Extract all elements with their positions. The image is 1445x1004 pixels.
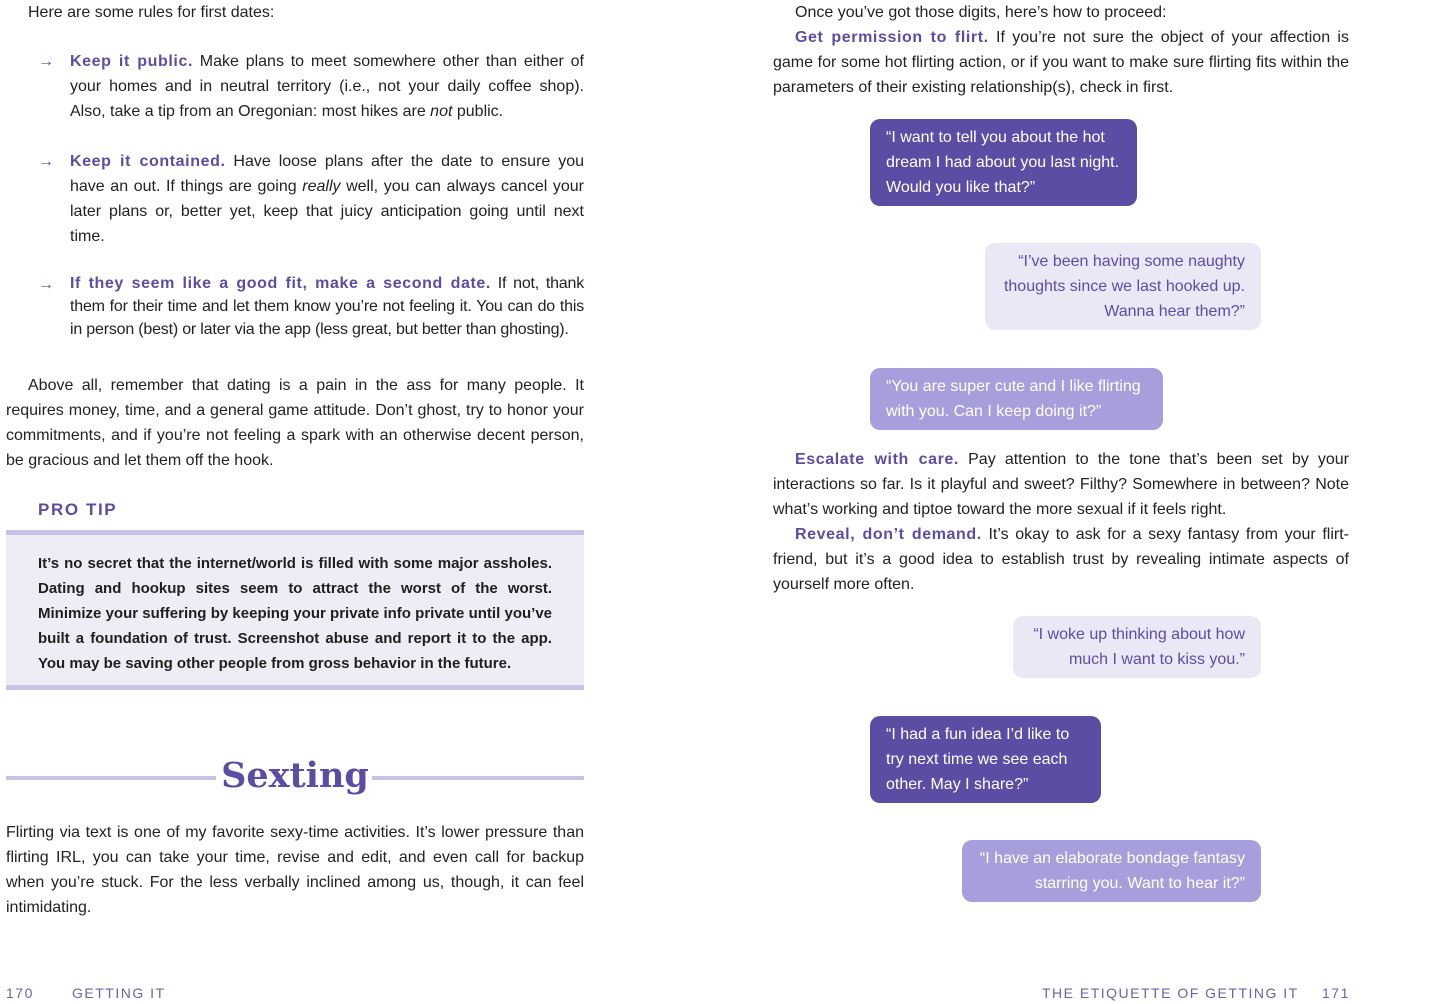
permission-lead: Get permission to flirt. (795, 29, 989, 46)
digits-intro: Once you’ve got those digits, here’s how to proceed: (795, 4, 1167, 21)
message-bubble: “You are super cute and I like flirting with you. Can I keep doing it?” (870, 368, 1163, 430)
escalate-lead: Escalate with care. (795, 451, 959, 468)
running-head: GETTING IT (72, 985, 166, 1001)
reveal-lead: Reveal, don’t demand. (795, 526, 982, 543)
rules-intro: Here are some rules for first dates: (28, 4, 275, 21)
title-divider-left (6, 776, 216, 780)
section-title: Sexting (221, 755, 369, 796)
right-page (760, 0, 1360, 1004)
rule-text: Keep it contained. Have loose plans after the date to ensure you have an out. If things are going really well, you can always cancel your later plans or, better yet, keep that juicy anticipation going until next time. (70, 153, 584, 245)
left-page (0, 0, 600, 1004)
arrow-right-icon: → (38, 53, 54, 70)
running-head: THE ETIQUETTE OF GETTING IT (1042, 985, 1299, 1001)
message-bubble: “I’ve been having some naughty thoughts since we last hooked up. Wanna hear them?” (985, 243, 1261, 330)
arrow-right-icon: → (38, 153, 54, 170)
pro-tip-box (6, 530, 584, 690)
above-all-paragraph: Above all, remember that dating is a pain in the ass for many people. It requires money, time, and a general game attitude. Don’t ghost, try to honor your commitments, and if you’re not feeling a spark with an otherwise decent person, be gracious and let them off the hook. (6, 377, 584, 469)
message-bubble: “I want to tell you about the hot dream I had about you last night. Would you like that?” (870, 119, 1137, 206)
page-number: 170 (6, 985, 34, 1001)
sexting-paragraph: Flirting via text is one of my favorite sexy-time activities. It’s lower pressure than flirting IRL, you can take your time, revise and edit, and even call for backup when you’re stuck. For the less verbally inclined among us, though, it can feel intimidating. (6, 824, 584, 916)
message-bubble: “I woke up thinking about how much I want to kiss you.” (1013, 616, 1261, 678)
rule-text: If they seem like a good fit, make a second date. If not, thank them for their time and let them know you’re not feeling it. You can do this in person (best) or later via the app (less great, but better than ghosting). (70, 275, 584, 338)
pro-tip-label: PRO TIP (38, 500, 118, 519)
rule-lead: Keep it contained. (70, 153, 226, 170)
reveal-paragraph: Reveal, don’t demand. It’s okay to ask for a sexy fantasy from your flirt-friend, but it’s a good idea to establish trust by revealing intimate aspects of yourself more often. (773, 526, 1349, 593)
pro-tip-text: It’s no secret that the internet/world is filled with some major assholes. Dating and hookup sites seem to attract the worst of the worst. Minimize your suffering by keeping your private info private until you’ve built a foundation of trust. Screenshot abuse and report it to the app. You may be saving other people from gross behavior in the future. (38, 555, 552, 672)
page-number: 171 (1322, 985, 1350, 1001)
message-bubble: “I had a fun idea I’d like to try next time we see each other. May I share?” (870, 716, 1101, 803)
rule-lead: Keep it public. (70, 53, 194, 70)
rule-text: Keep it public. Make plans to meet somewhere other than either of your homes and in neutral territory (i.e., not your daily coffee shop). Also, take a tip from an Oregonian: most hikes are not public. (70, 53, 584, 120)
rule-lead: If they seem like a good fit, make a second date. (70, 275, 491, 292)
permission-paragraph: Get permission to flirt. If you’re not sure the object of your affection is game for some hot flirting action, or if you want to make sure flirting fits within the parameters of their existing relationship(s), check in first. (773, 29, 1349, 96)
arrow-right-icon: → (38, 276, 54, 293)
escalate-paragraph: Escalate with care. Pay attention to the tone that’s been set by your interactions so far. Is it playful and sweet? Filthy? Somewhere in between? Note what’s working and tiptoe toward the more sexual if it feels right. (773, 451, 1349, 518)
title-divider-right (372, 776, 584, 780)
message-bubble: “I have an elaborate bondage fantasy starring you. Want to hear it?” (962, 840, 1261, 902)
